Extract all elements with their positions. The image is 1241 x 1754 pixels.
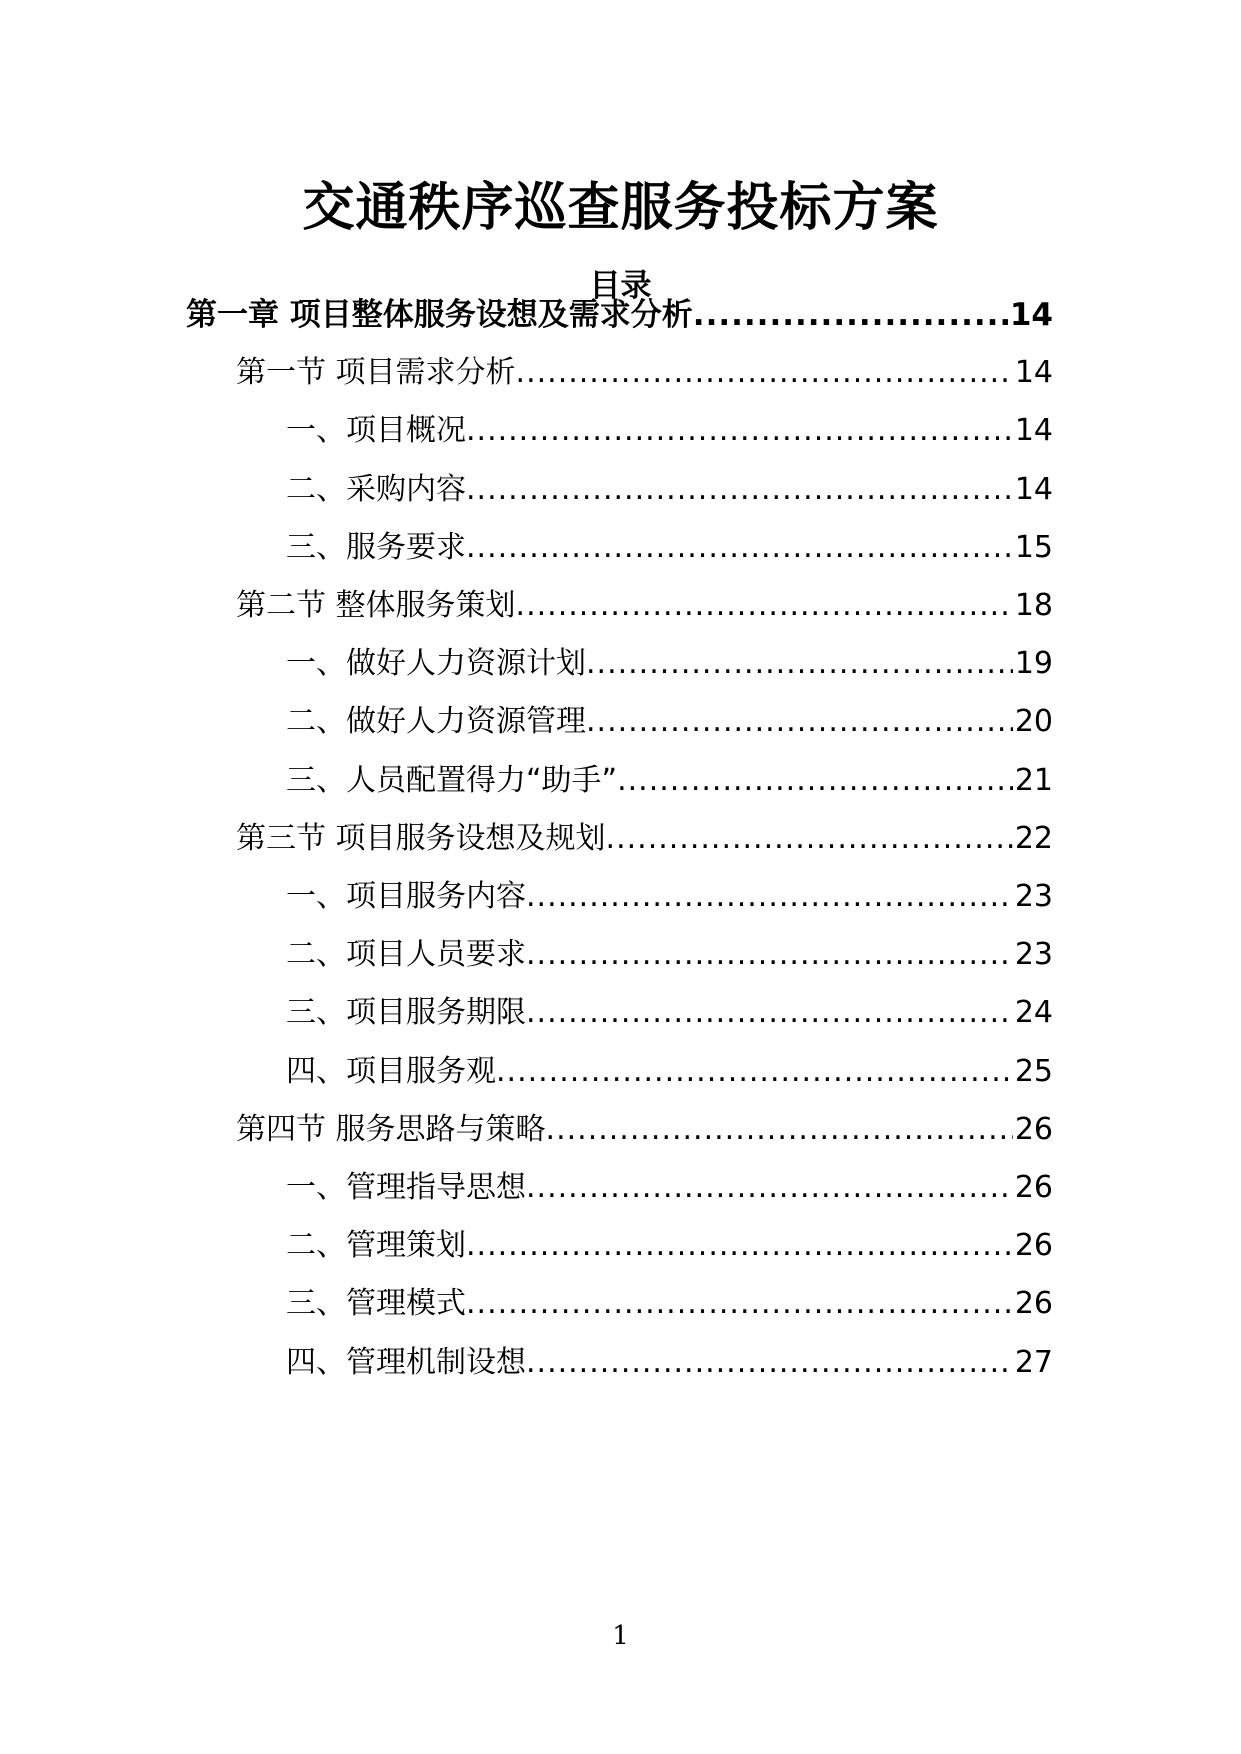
toc-entry-label: 四、管理机制设想 [286, 1345, 526, 1380]
toc-entry[interactable] [286, 932, 1053, 978]
toc-entry-page: 23 [1014, 937, 1053, 972]
toc-heading: 目录 [589, 268, 652, 304]
toc-entry-page: 27 [1014, 1345, 1053, 1380]
toc-dot-leader [466, 467, 1013, 513]
toc-entry-page: 23 [1014, 879, 1053, 914]
toc-dot-leader [617, 758, 1013, 804]
document-title: 交通秩序巡查服务投标方案 [302, 178, 939, 238]
toc-entry[interactable] [286, 874, 1053, 920]
toc-entry[interactable] [286, 1165, 1053, 1211]
toc-entry[interactable] [236, 350, 1053, 396]
toc-dot-leader [693, 292, 1008, 338]
toc-entry[interactable] [286, 758, 1053, 804]
toc-entry-page: 24 [1014, 995, 1053, 1030]
toc-entry-label: 三、服务要求 [286, 530, 466, 565]
toc-dot-leader [606, 816, 1013, 862]
toc-entry-label: 二、管理策划 [286, 1228, 466, 1263]
toc-entry-label: 一、项目概况 [286, 413, 466, 448]
toc-entry-page: 14 [1009, 297, 1053, 333]
toc-entry-page: 26 [1014, 1170, 1053, 1205]
toc-entry[interactable] [286, 699, 1053, 745]
toc-entry[interactable] [286, 1340, 1053, 1386]
toc-entry-label: 三、管理模式 [286, 1286, 466, 1321]
toc-entry-page: 21 [1014, 763, 1053, 798]
toc-entry[interactable] [286, 1281, 1053, 1327]
toc-entry-label: 二、做好人力资源管理 [286, 704, 586, 739]
toc-entry[interactable] [286, 990, 1053, 1036]
toc-entry-label: 二、项目人员要求 [286, 937, 526, 972]
toc-entry-label: 一、做好人力资源计划 [286, 646, 586, 681]
toc-dot-leader [466, 525, 1013, 571]
toc-entry-label: 三、项目服务期限 [286, 995, 526, 1030]
toc-dot-leader [526, 932, 1013, 978]
toc-entry[interactable] [286, 467, 1053, 513]
toc-dot-leader [546, 1107, 1013, 1153]
toc-entry-page: 15 [1014, 530, 1053, 565]
toc-entry-page: 25 [1014, 1054, 1053, 1089]
toc-entry-label: 第一节 项目需求分析 [236, 355, 516, 390]
toc-dot-leader [466, 408, 1013, 454]
toc-entry-page: 18 [1014, 588, 1053, 623]
toc-dot-leader [586, 641, 1013, 687]
toc-entry[interactable] [236, 816, 1053, 862]
toc-entry-label: 三、人员配置得力“助手” [286, 763, 618, 798]
toc-dot-leader [496, 1049, 1013, 1095]
toc-entry[interactable] [186, 292, 1053, 338]
toc-dot-leader [526, 1340, 1013, 1386]
toc-dot-leader [466, 1223, 1013, 1269]
toc-entry-page: 20 [1014, 704, 1053, 739]
toc-entry[interactable] [286, 408, 1053, 454]
toc-entry-page: 19 [1014, 646, 1053, 681]
toc-entry-page: 26 [1014, 1228, 1053, 1263]
toc-entry-label: 一、项目服务内容 [286, 879, 526, 914]
toc-dot-leader [526, 1165, 1013, 1211]
toc-dot-leader [466, 1281, 1013, 1327]
toc-entry-page: 14 [1014, 355, 1053, 390]
toc-entry[interactable] [286, 1049, 1053, 1095]
toc-entry-page: 22 [1014, 821, 1053, 856]
toc-dot-leader [586, 699, 1013, 745]
page-number: 1 [612, 1621, 629, 1651]
toc-entry-page: 26 [1014, 1286, 1053, 1321]
toc-dot-leader [526, 990, 1013, 1036]
toc-dot-leader [516, 583, 1013, 629]
toc-entry-label: 第二节 整体服务策划 [236, 588, 516, 623]
toc-entry[interactable] [236, 1107, 1053, 1153]
toc-entry[interactable] [286, 1223, 1053, 1269]
toc-entry-label: 第三节 项目服务设想及规划 [236, 821, 606, 856]
toc-dot-leader [516, 350, 1013, 396]
toc-entry-page: 14 [1014, 472, 1053, 507]
toc-entry-label: 一、管理指导思想 [286, 1170, 526, 1205]
toc-entry-label: 第一章 项目整体服务设想及需求分析 [186, 297, 693, 333]
toc-entry[interactable] [236, 583, 1053, 629]
toc-entry-label: 第四节 服务思路与策略 [236, 1112, 546, 1147]
toc-entry[interactable] [286, 641, 1053, 687]
toc-entry-page: 14 [1014, 413, 1053, 448]
toc-entry[interactable] [286, 525, 1053, 571]
toc-entry-label: 四、项目服务观 [286, 1054, 496, 1089]
toc-entry-label: 二、采购内容 [286, 472, 466, 507]
toc-entry-page: 26 [1014, 1112, 1053, 1147]
toc-dot-leader [526, 874, 1013, 920]
